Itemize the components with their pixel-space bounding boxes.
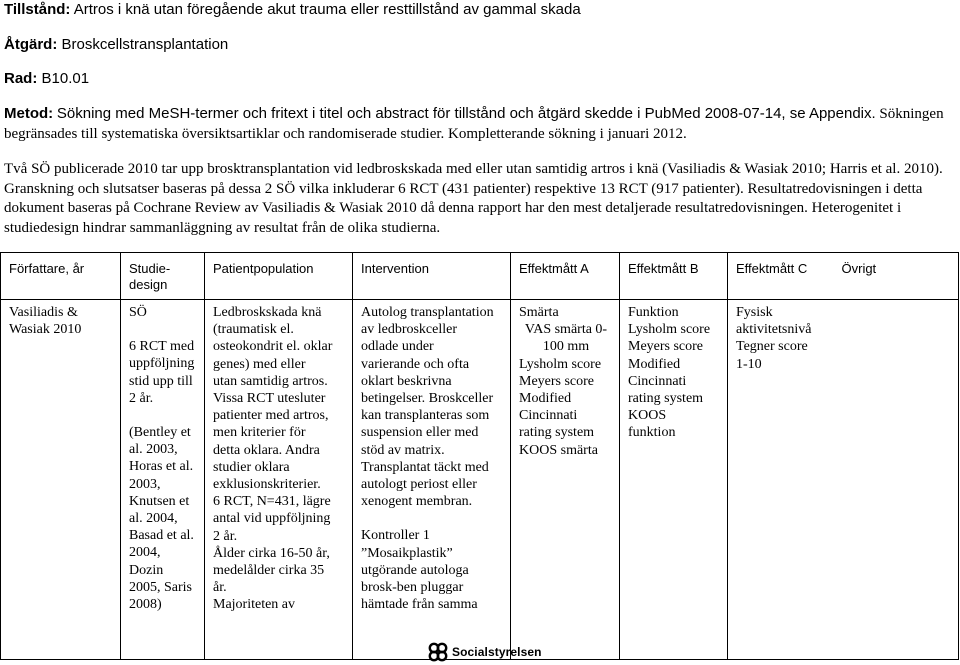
cell-text-line: funktion — [628, 425, 676, 441]
cell-text-line: exklusionskriterier. — [213, 477, 321, 493]
cell-text-line: SÖ — [129, 305, 147, 320]
cell-text-line: al. 2004, — [129, 511, 178, 527]
socialstyrelsen-logo — [428, 641, 542, 663]
cell-studiedesign — [121, 300, 205, 660]
cell-text-line: Tegner score — [736, 339, 808, 355]
cell-text-line: 2004, — [129, 545, 161, 561]
col-header-intervention: Intervention — [353, 253, 511, 300]
cell-text-line: 100 mm — [542, 339, 590, 355]
cell-text-line: rating system — [628, 391, 704, 407]
tillstand-label: Tillstånd: — [4, 1, 71, 18]
rad-value: B10.01 — [41, 70, 90, 87]
cell-text-line: Ålder cirka 16-50 år, — [213, 545, 330, 561]
cell-text-line: men kriterier för — [213, 425, 306, 441]
cell-text-line: Modified — [519, 391, 572, 407]
cell-text-line: Knutsen et — [129, 493, 190, 509]
cell-text-line: utan samtidig artros. — [213, 373, 328, 389]
table-row — [1, 300, 959, 660]
cell-text-line: hämtade från samma — [361, 597, 478, 613]
cell-text-line: stöd av matrix. — [361, 442, 445, 458]
cell-text-line: Cincinnati — [628, 373, 687, 389]
cell-text-line: Smärta — [519, 305, 559, 320]
cell-text-line: ”Mosaikplastik” — [361, 545, 453, 561]
cell-text-line: (traumatisk el. — [213, 322, 294, 338]
cell-text-line: 2 år. — [129, 390, 154, 406]
cell-text-line: Modified — [628, 356, 681, 372]
cell-text-line: Ledbroskskada knä — [213, 305, 322, 320]
cell-text-line: 2008) — [129, 597, 162, 613]
cell-text-line: Autolog transplantation — [361, 305, 494, 320]
cell-text-line: Horas et al. — [129, 459, 194, 475]
cell-text-line: VAS smärta 0- — [524, 322, 608, 338]
logo-text: Socialstyrelsen — [452, 645, 542, 659]
metod-text-sans: Sökning med MeSH-termer och fritext i titel och abstract för tillstånd och åtgärd skedde i PubMed 2008-07-14, se Appendix. — [56, 105, 876, 122]
cell-effektmatt-a — [511, 300, 620, 660]
cell-text-line: Kontroller 1 — [361, 528, 430, 544]
cell-text-line: (Bentley et — [129, 425, 191, 441]
cell-text-line: genes) med eller — [213, 356, 306, 372]
cell-text-line: suspension eller med — [361, 425, 479, 441]
cell-spacer — [361, 510, 504, 527]
cell-text-line: av ledbroskceller — [361, 322, 458, 338]
atgard-line — [4, 36, 228, 54]
col-header-studiedesign: Studie- design — [121, 253, 205, 300]
col-header-forfattare: Författare, år — [1, 253, 121, 300]
cell-text-line: Meyers score — [519, 373, 595, 389]
cell-text-line: utgörande autologa — [361, 562, 469, 578]
cell-text-line: betingelser. Broskceller — [361, 391, 494, 407]
cell-text-line: Cincinnati — [519, 408, 578, 424]
tillstand-line — [4, 1, 581, 19]
cell-patientpopulation — [205, 300, 353, 660]
socialstyrelsen-emblem-icon — [428, 642, 448, 662]
cell-text-line: uppföljning — [129, 356, 195, 372]
cell-text-line: kan transplanteras som — [361, 408, 490, 424]
cell-text-line: xenogent membran. — [361, 494, 473, 510]
cell-text-line: år. — [213, 580, 227, 596]
cell-text-line: autologt periost eller — [361, 477, 477, 493]
table-header-row — [1, 253, 959, 300]
cell-text-line: Lysholm score — [628, 322, 711, 338]
summary-paragraph: Två SÖ publicerade 2010 tar upp brosktransplantation vid ledbroskskada med eller utan samtidig artros i knä (Vasiliadis & Wasiak 2010; Harris et al. 2010). Granskning och slutsatser baseras på dessa 2 SÖ vilka inkluderar 6 RCT (431 patienter) respektive 13 RCT (917 patienter). Resultatredovisningen i detta dokument baseras på Cochrane Review av Vasiliadis & Wasiak 2010 då denna rapport har den mest detaljerade resultatredovisningen. Heterogenitet i studiedesign hindrar sammanläggning av resultat från de olika studierna. — [4, 161, 943, 236]
cell-text-line: 2003, — [129, 476, 161, 492]
cell-spacer — [129, 407, 198, 424]
cell-text-line: patienter med artros, — [213, 408, 329, 424]
evidence-table — [0, 252, 959, 660]
cell-text-line: rating system — [519, 425, 595, 441]
tillstand-value: Artros i knä utan föregående akut trauma eller resttillstånd av gammal skada — [73, 1, 581, 18]
cell-text-line: Vasiliadis & — [9, 305, 78, 320]
metod-paragraph — [4, 104, 954, 144]
cell-text-line: studier oklara — [213, 459, 290, 475]
col-header-ovrigt: Övrigt — [834, 253, 959, 300]
cell-text-line: 2 år. — [213, 528, 238, 544]
cell-text-line: varierande och ofta — [361, 356, 470, 372]
cell-text-line: Majoriteten av — [213, 597, 296, 613]
cell-text-line: brosk-ben pluggar — [361, 580, 464, 596]
cell-text-line: osteokondrit el. oklar — [213, 339, 333, 355]
col-header-effektmatt-c: Effektmått C — [728, 253, 834, 300]
cell-text-line: Funktion — [628, 305, 679, 320]
cell-text-line: Lysholm score — [519, 356, 602, 372]
cell-text-line: Wasiak 2010 — [9, 322, 82, 338]
atgard-label: Åtgärd: — [4, 36, 58, 53]
cell-text-line: 1-10 — [736, 356, 762, 372]
cell-ovrigt — [834, 300, 959, 660]
cell-text-line: Basad et al. — [129, 528, 194, 544]
rad-label: Rad: — [4, 70, 38, 87]
cell-text-line: al. 2003, — [129, 442, 178, 458]
cell-text-line: Fysisk — [736, 305, 773, 320]
cell-text-line: KOOS — [628, 408, 667, 424]
cell-intervention — [353, 300, 511, 660]
cell-text-line: antal vid uppföljning — [213, 511, 331, 527]
metod-text-serif: Sökningen begränsades till systematiska översiktsartiklar och randomiserade studier. Kompletterande sökning i januari 2012. — [4, 106, 944, 142]
cell-text-line: stid upp till — [129, 373, 193, 389]
cell-text-line: medelålder cirka 35 — [213, 563, 325, 579]
cell-text-line: 6 RCT, N=431, lägre — [213, 494, 331, 510]
metod-label: Metod: — [4, 105, 54, 122]
cell-forfattare — [1, 300, 121, 660]
cell-text-line: oklart beskrivna — [361, 373, 452, 389]
cell-effektmatt-c — [728, 300, 834, 660]
cell-text-line: odlade under — [361, 339, 434, 355]
cell-text-line: detta oklara. Andra — [213, 442, 320, 458]
col-header-effektmatt-b: Effektmått B — [620, 253, 728, 300]
cell-text-line: 6 RCT med — [129, 339, 195, 355]
cell-text-line: Dozin — [129, 562, 164, 578]
col-header-patientpopulation: Patientpopulation — [205, 253, 353, 300]
cell-text-line: Vissa RCT utesluter — [213, 391, 326, 407]
cell-text-line: Meyers score — [628, 339, 704, 355]
rad-line — [4, 70, 89, 88]
cell-text-line: aktivitetsnivå — [736, 322, 812, 338]
cell-text-line: KOOS smärta — [519, 442, 598, 458]
cell-effektmatt-b — [620, 300, 728, 660]
atgard-value: Broskcellstransplantation — [61, 36, 229, 53]
col-header-effektmatt-a: Effektmått A — [511, 253, 620, 300]
cell-spacer — [129, 321, 198, 338]
cell-text-line: Transplantat täckt med — [361, 459, 489, 475]
cell-text-line: 2005, Saris — [129, 579, 192, 595]
